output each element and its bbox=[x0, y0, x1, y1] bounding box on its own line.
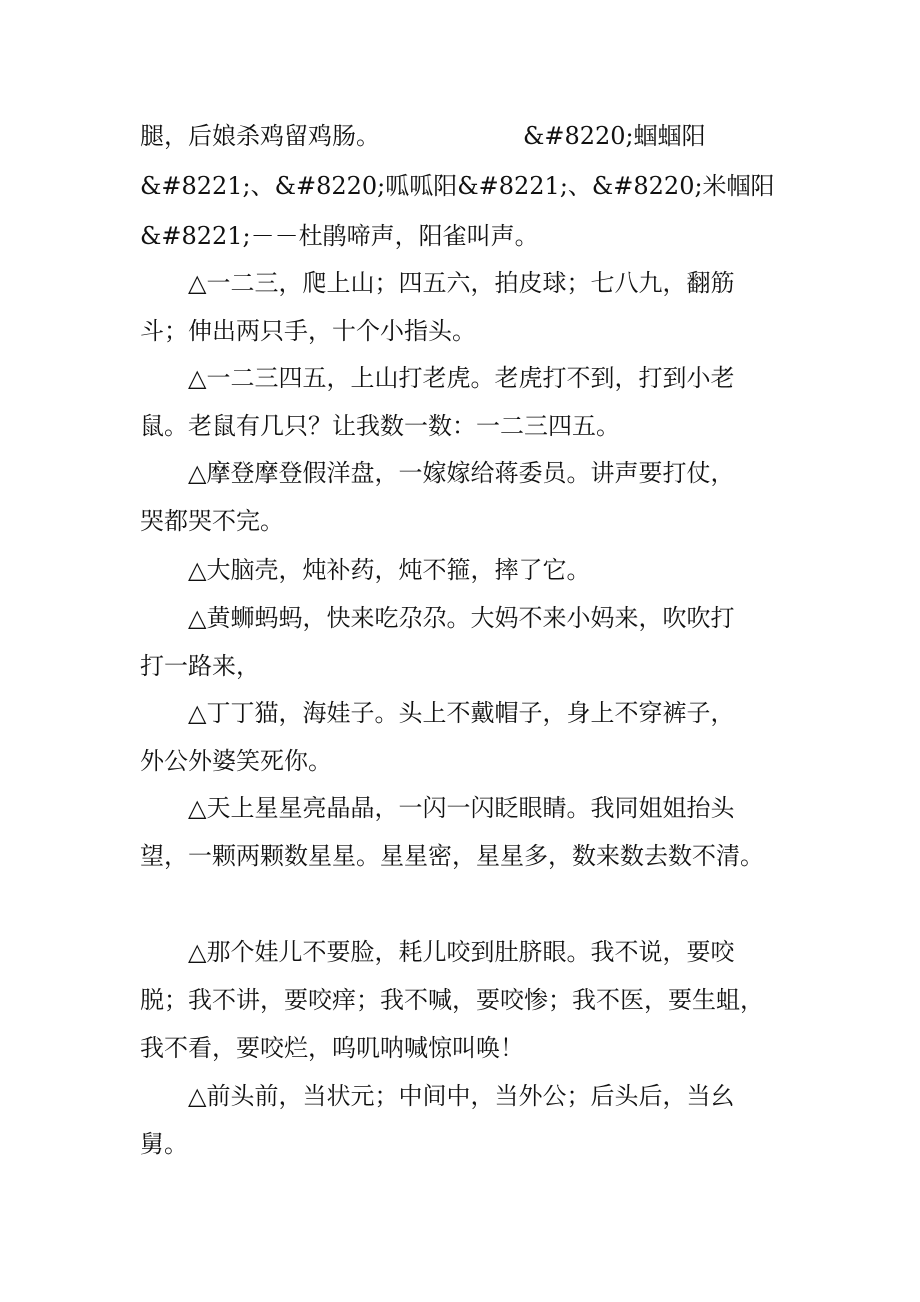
text-line-2: &#8220;蝈蝈阳 bbox=[523, 122, 706, 150]
text-line-19: 脱；我不讲，要咬痒；我不喊，要咬惨；我不医，要生蛆， bbox=[140, 986, 764, 1014]
text-line-22: 舅。 bbox=[140, 1130, 188, 1158]
text-line-3: &#8221;、&#8220;呱呱阳&#8221;、&#8220;米帼阳 bbox=[140, 172, 775, 200]
text-line-16: △天上星星亮晶晶，一闪一闪眨眼睛。我同姐姐抬头 bbox=[188, 794, 735, 822]
text-line-21: △前头前，当状元；中间中，当外公；后头后，当幺 bbox=[188, 1082, 735, 1110]
text-line-1: 腿，后娘杀鸡留鸡肠。 bbox=[140, 122, 380, 150]
text-line-12: △黄蛳蚂蚂，快来吃尕尕。大妈不来小妈来，吹吹打 bbox=[188, 604, 735, 632]
text-line-6: 斗；伸出两只手，十个小指头。 bbox=[140, 317, 476, 345]
text-line-15: 外公外婆笑死你。 bbox=[140, 747, 332, 775]
text-line-17: 望，一颗两颗数星星。星星密，星星多，数来数去数不清。 bbox=[140, 842, 764, 870]
text-line-4: &#8221;－－杜鹃啼声，阳雀叫声。 bbox=[140, 222, 539, 250]
text-line-18: △那个娃儿不要脸，耗儿咬到肚脐眼。我不说，要咬 bbox=[188, 938, 735, 966]
text-line-11: △大脑壳，炖补药，炖不箍，摔了它。 bbox=[188, 556, 591, 584]
text-line-14: △丁丁猫，海娃子。头上不戴帽子，身上不穿裤子， bbox=[188, 699, 735, 727]
text-line-10: 哭都哭不完。 bbox=[140, 507, 284, 535]
text-line-9: △摩登摩登假洋盘，一嫁嫁给蒋委员。讲声要打仗， bbox=[188, 459, 735, 487]
text-line-20: 我不看，要咬烂，呜叽呐喊惊叫唤！ bbox=[140, 1034, 524, 1062]
text-line-5: △一二三，爬上山；四五六，拍皮球；七八九，翻筋 bbox=[188, 269, 735, 297]
text-line-13: 打一路来， bbox=[140, 652, 260, 680]
text-line-7: △一二三四五，上山打老虎。老虎打不到，打到小老 bbox=[188, 364, 735, 392]
text-line-8: 鼠。老鼠有几只？让我数一数：一二三四五。 bbox=[140, 412, 620, 440]
